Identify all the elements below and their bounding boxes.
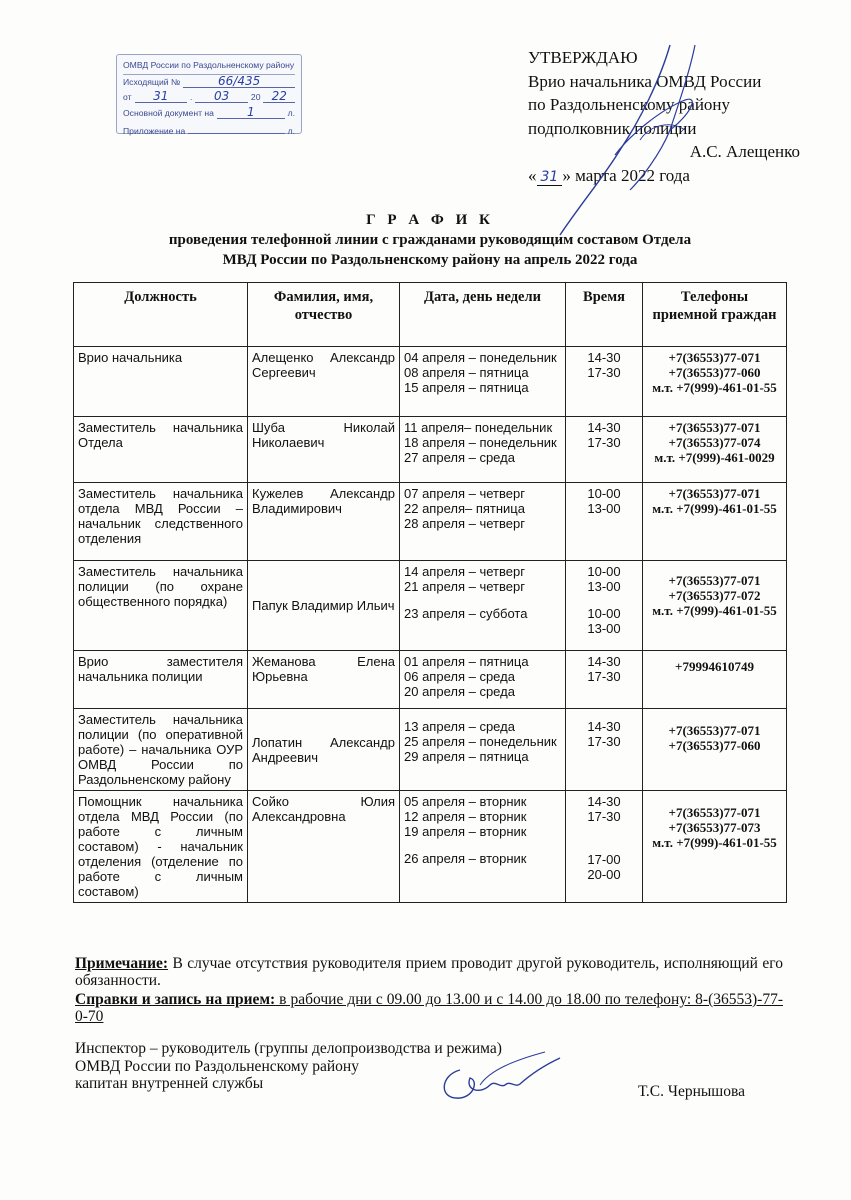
stamp-incoming-label: Исходящий № [123,76,181,87]
table-row [74,709,787,791]
header-time: Время [566,283,643,347]
cell-dates [400,347,566,417]
date-line: 28 апреля – четверг [404,516,525,531]
date-line: 11 апреля– понедельник [404,420,553,435]
cell-position: Врио заместителя начальника полиции [74,651,248,709]
header-dates: Дата, день недели [400,283,566,347]
date-line: 05 апреля – вторник [404,794,527,809]
date-line: 12 апреля – вторник [404,809,527,824]
cell-name: Лопатин Александр Андреевич [248,709,400,791]
stamp-date-year: 22 [263,90,295,103]
date-line: 22 апреля– пятница [404,501,525,516]
cell-name: Шуба Николай Николаевич [248,417,400,483]
table-row [74,483,787,561]
footer-signature [420,1040,580,1110]
time-line: 17-00 [587,852,621,867]
cell-name: Жеманова Елена Юрьевна [248,651,400,709]
date-line: 27 апреля – среда [404,450,515,465]
date-line: 23 апреля – суббота [404,606,528,621]
cell-name: Кужелев Александр Владимирович [248,483,400,561]
time-line: 14-30 [587,420,621,435]
approval-date-prefix: « [528,165,537,185]
cell-time [566,791,643,903]
header-position: Должность [74,283,248,347]
stamp-incoming-number: 66/435 [183,75,295,88]
time-line: 17-30 [587,734,621,749]
cell-dates [400,417,566,483]
phone-line: +7(36553)77-071 [668,573,761,588]
phone-line: м.т. +7(999)-461-0029 [654,450,775,465]
cell-name: Алещенко Александр Сергеевич [248,347,400,417]
cell-phones [643,561,787,651]
cell-position: Заместитель начальника полиции (по оперативной работе) – начальника ОУР ОМВД России по Раздольненскому району [74,709,248,791]
cell-phones [643,417,787,483]
stamp-org: ОМВД России по Раздольненскому району [123,58,295,75]
stamp-date-day: 31 [135,90,188,103]
date-line: 20 апреля – среда [404,684,515,699]
cell-time [566,561,643,651]
time-line: 20-00 [587,867,621,882]
approval-heading: УТВЕРЖДАЮ [528,48,638,67]
cell-position: Заместитель начальника полиции (по охране общественного порядка) [74,561,248,651]
stamp-date-row: от 31 . 03 20 22 [123,90,295,106]
stamp-attachment-unit: л. [287,126,295,136]
date-line: 07 апреля – четверг [404,486,525,501]
cell-position: Врио начальника [74,347,248,417]
phone-line: +7(36553)77-071 [668,723,761,738]
stamp-incoming-row [123,75,295,91]
table-row [74,561,787,651]
time-line: 10-00 [587,486,621,501]
cell-time [566,417,643,483]
date-line: 29 апреля – пятница [404,749,529,764]
footer-signer: Т.С. Чернышова [638,1083,745,1100]
schedule-table [73,282,787,903]
cell-time [566,709,643,791]
cell-time [566,483,643,561]
approval-line2: по Раздольненскому району [528,95,731,114]
footer-line3: капитан внутренней службы [75,1075,264,1092]
note-paragraph [75,955,783,989]
phone-line: +7(36553)77-071 [668,486,761,501]
cell-phones [643,791,787,903]
phone-line: м.т. +7(999)-461-01-55 [652,501,777,516]
cell-dates [400,483,566,561]
cell-position: Заместитель начальника Отдела [74,417,248,483]
header-phones: Телефоны приемной граждан [643,283,787,347]
phone-line: +7(36553)77-072 [668,588,761,603]
date-line: 21 апреля – четверг [404,579,525,594]
date-line: 04 апреля – понедельник [404,350,557,365]
stamp-main-doc-label: Основной документ на [123,107,214,118]
info-text: в рабочие дни с 09.00 до 13.00 и с 14.00 до 18.00 по телефону: 8-(36553)-77-0-70 [75,991,783,1025]
phone-line: м.т. +7(999)-461-01-55 [652,603,777,618]
document-title [100,210,760,270]
cell-name: Сойко Юлия Александровна [248,791,400,903]
approval-line1: Врио начальника ОМВД России [528,71,762,91]
time-line: 10-00 [587,606,621,621]
cell-time [566,347,643,417]
time-line: 10-00 [587,564,621,579]
stamp-attachment-value [188,121,284,134]
time-line: 13-00 [587,579,621,594]
cell-time [566,651,643,709]
phone-line: +7(36553)77-073 [668,820,761,835]
date-line: 25 апреля – понедельник [404,734,557,749]
date-line: 08 апреля – пятница [404,365,529,380]
phone-line: +7(36553)77-060 [668,738,761,753]
stamp-main-doc-value: 1 [217,106,285,119]
stamp-main-doc-row [123,106,295,122]
time-line: 14-30 [587,654,621,669]
approval-signer: А.С. Алещенко [689,142,800,161]
phone-line: +7(36553)77-074 [668,435,761,450]
time-line: 17-30 [587,435,621,450]
time-line: 14-30 [587,350,621,365]
stamp-main-doc-unit: л. [287,107,295,118]
date-line: 06 апреля – среда [404,669,515,684]
note-text: В случае отсутствия руководителя прием проводит другой руководитель, исполняющий его обязанности. [75,955,783,989]
title-line2: МВД России по Раздольненскому району на апрель 2022 года [222,252,638,268]
registration-stamp [116,54,302,134]
cell-name: Папук Владимир Ильич [248,561,400,651]
approval-line3: подполковник полиции [528,118,697,138]
phone-line: +7(36553)77-071 [668,350,761,365]
time-line: 17-30 [587,669,621,684]
cell-position: Заместитель начальника отдела МВД России – начальник следственного отделения [74,483,248,561]
stamp-date-month: 03 [195,90,248,103]
phone-line: м.т. +7(999)-461-01-55 [652,380,777,395]
time-line: 14-30 [587,719,621,734]
phone-line: +7(36553)77-071 [668,805,761,820]
cell-phones [643,483,787,561]
stamp-date-year-prefix: 20 [250,92,261,102]
footer-line1: Инспектор – руководитель (группы делопроизводства и режима) [75,1040,502,1057]
date-line: 01 апреля – пятница [404,654,529,669]
table-row [74,791,787,903]
date-line: 15 апреля – пятница [404,380,529,395]
info-label: Справки и запись на прием: [75,991,276,1008]
phone-line: +79994610749 [675,659,754,674]
title-heading: Г Р А Ф И К [366,212,494,228]
date-line: 19 апреля – вторник [404,824,527,839]
cell-dates [400,561,566,651]
time-line: 13-00 [587,621,621,636]
footer-line2: ОМВД России по Раздольненскому району [75,1057,359,1075]
date-line: 18 апреля – понедельник [404,435,557,450]
table-row [74,347,787,417]
time-line: 13-00 [587,501,621,516]
cell-dates [400,791,566,903]
cell-phones [643,347,787,417]
cell-position: Помощник начальника отдела МВД России (по работе с личным составом) - начальник отделения (отделение по работе с личным составом) [74,791,248,903]
header-name: Фамилия, имя, отчество [248,283,400,347]
phone-line: +7(36553)77-071 [668,420,761,435]
table-header-row [74,283,787,347]
note-label: Примечание: [75,955,169,972]
time-line: 17-30 [587,365,621,380]
cell-dates [400,709,566,791]
approval-date-suffix: » марта 2022 года [562,165,690,185]
time-line: 14-30 [587,794,621,809]
phone-line: м.т. +7(999)-461-01-55 [652,835,777,850]
notes-section [75,955,783,1027]
cell-phones [643,709,787,791]
date-line: 13 апреля – среда [404,719,515,734]
cell-phones [643,651,787,709]
time-line: 17-30 [587,809,621,824]
table-row [74,651,787,709]
table-row [74,417,787,483]
title-line1: проведения телефонной линии с гражданами руководящим составом Отдела [168,232,692,248]
info-paragraph [75,991,783,1025]
stamp-date-label: от [123,92,132,102]
approval-date-day: 31 [537,169,563,186]
stamp-attachment-label: Приложение на [123,126,186,136]
cell-dates [400,651,566,709]
stamp-attachment-row [123,121,295,140]
date-line: 26 апреля – вторник [404,851,527,866]
date-line: 14 апреля – четверг [404,564,525,579]
phone-line: +7(36553)77-060 [668,365,761,380]
